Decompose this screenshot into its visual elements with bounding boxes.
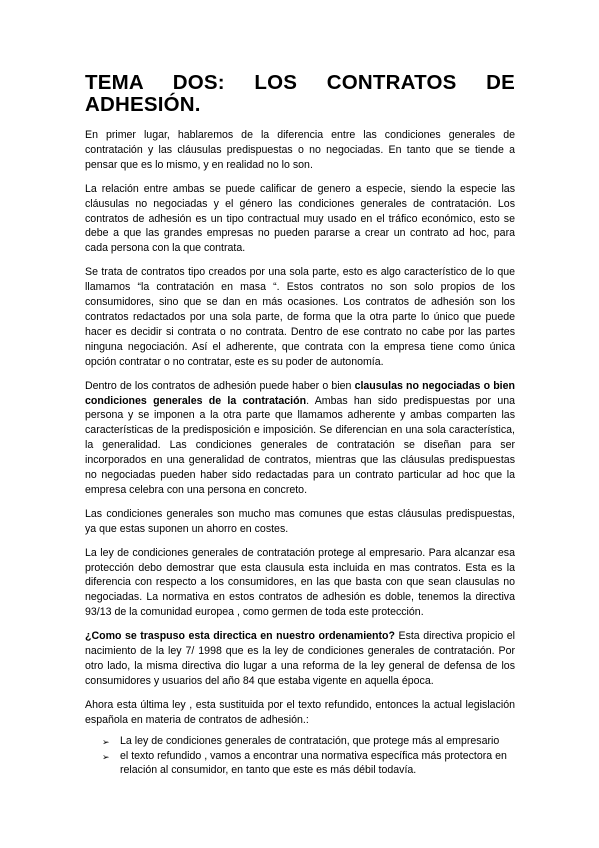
paragraph-5: Las condiciones generales son mucho mas comunes que estas cláusulas predispuestas, ya que estas suponen un ahorro en costes. [85,507,515,535]
paragraph-3: Se trata de contratos tipo creados por una sola parte, esto es algo característico de lo que llamamos “la contratación en masa “. Estos contratos no son solo propios de los consumidores, sino que se dan en más ocasiones. Los contratos de adhesión son los contratos redactados por una sola parte, de forma que la otra parte lo único que puede hacer es decidir si contrata o no contrata. Dentro de ese contrato no cabe por las partes ninguna negociación. Así el adherente, que contrata con la empresa tiene como única opción contratar o no contratar, este es su poder de autonomía. [85,266,515,368]
paragraph-7-question: ¿Como se traspuso esta directica en nuestro ordenamiento? [85,630,395,643]
paragraph-7 [85,629,515,689]
paragraph-1: En primer lugar, hablaremos de la diferencia entre las condiciones generales de contratación y las cláusulas predispuestas o no negociadas. En tanto que se tiende a pensar que es lo mismo, y en realidad no lo son. [85,129,515,171]
bullet-list [85,734,515,779]
document-title: TEMA DOS: LOS CONTRATOS DE ADHESIÓN. [85,71,515,116]
list-item [102,734,515,749]
paragraph-4-start: Dentro de los contratos de adhesión puede haber o bien [85,379,355,392]
paragraph-7-rest: Esta directiva propicio el nacimiento de la ley 7/ 1998 que es la ley de condiciones generales de contratación. Por otro lado, la misma directiva dio lugar a una reforma de la ley general de defensa de los consumidores y usuarios del año 84 que estaba vigente en aquella época. [85,630,515,687]
paragraph-6: La ley de condiciones generales de contratación protege al empresario. Para alcanzar esa protección debo demostrar que esta clausula esta incluida en mas contratos. Esta es la diferencia con respecto a los consumidores, en las que basta con que sean clausulas no negociadas. La normativa en estos contratos de adhesión es doble, tenemos la directiva 93/13 de la comunidad europea , como germen de toda este protección. [85,546,515,619]
list-item-text: el texto refundido , vamos a encontrar una normativa específica más protectora en relación al consumidor, en tanto que este es más débil todavía. [120,749,507,777]
paragraph-4-bold: clausulas no negociadas o bien condiciones generales de la contratación [85,379,515,407]
paragraph-8: Ahora esta última ley , esta sustituida por el texto refundido, entonces la actual legislación española en materia de contratos de adhesión.: [85,698,515,726]
list-item-text: La ley de condiciones generales de contratación, que protege más al empresario [120,734,500,747]
paragraph-4 [85,379,515,498]
arrow-right-icon: ➢ [102,736,110,747]
arrow-right-icon: ➢ [102,751,110,762]
paragraph-4-end: . Ambas han sido predispuestas por una persona y se imponen a la otra parte que llamamos adherente y ambas comparten las características de la predisposición e imposición. Se diferencian en una sola característica, la generalidad. Las condiciones generales de contratación se diseñan para ser incorporados en una generalidad de contratos, mientras que las cláusulas predispuestas no negociadas pueden haber sido redactadas para un contrato particular ad hoc que la empresa celebra con una persona en concreto. [85,394,515,496]
list-item [102,749,515,779]
paragraph-2: La relación entre ambas se puede calificar de genero a especie, siendo la especie las cláusulas no negociadas y el género las condiciones generales de contratación. Los contratos de adhesión es un tipo contractual muy usado en el tráfico económico, esto se debe a que las grandes empresas no pueden pararse a crear un contrato ad hoc, para cada persona con la que contrata. [85,182,515,255]
